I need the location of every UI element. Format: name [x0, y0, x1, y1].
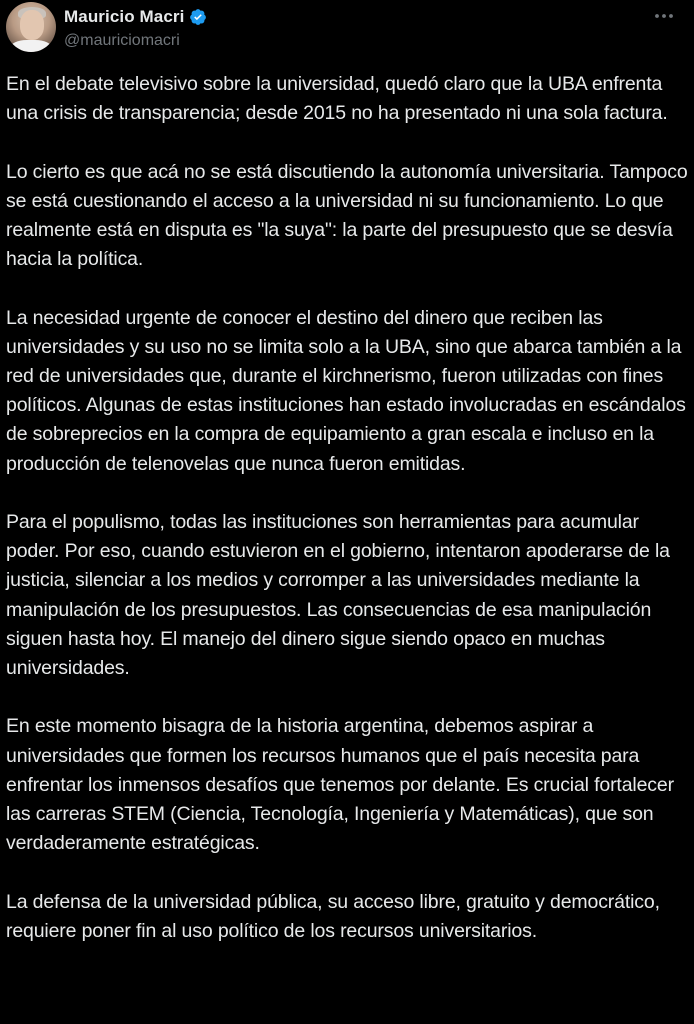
- author-name-row: [64, 7, 207, 27]
- tweet-paragraph: Para el populismo, todas las instituciones son herramientas para acumular poder. Por eso, cuando estuvieron en el gobierno, intentaron apoderarse de la justicia, silenciar a los medios y corromper a las universidades mediante la manipulación de los presupuestos. Las consecuencias de esa manipulación siguen hasta hoy. El manejo del dinero sigue siendo opaco en muchas universidades.: [6, 511, 670, 680]
- tweet-paragraph: En este momento bisagra de la historia argentina, debemos aspirar a universidades que formen los recursos humanos que el país necesita para enfrentar los inmensos desafíos que tenemos por delante. Es crucial fortalecer las carreras STEM (Ciencia, Tecnología, Ingeniería y Matemáticas), que son verdaderamente estratégicas.: [6, 715, 674, 855]
- avatar-face: [20, 10, 44, 40]
- tweet-text: [6, 70, 690, 975]
- tweet-paragraph: En el debate televisivo sobre la universidad, quedó claro que la UBA enfrenta una crisis de transparencia; desde 2015 no ha presentado ni una sola factura.: [6, 73, 668, 125]
- tweet-paragraph: Lo cierto es que acá no se está discutiendo la autonomía universitaria. Tampoco se está cuestionando el acceso a la universidad ni su funcionamiento. Lo que realmente está en disputa es "la suya": la parte del presupuesto que se desvía hacia la política.: [6, 160, 688, 271]
- verified-badge-icon: [189, 8, 207, 26]
- avatar[interactable]: [6, 2, 56, 52]
- tweet-header: [6, 2, 688, 58]
- tweet-paragraph: La defensa de la universidad pública, su acceso libre, gratuito y democrático, requiere poner fin al uso político de los recursos universitarios.: [6, 890, 660, 942]
- more-horizontal-icon[interactable]: [652, 6, 676, 26]
- author-handle[interactable]: @mauriciomacri: [64, 32, 180, 49]
- avatar-shirt: [10, 40, 52, 52]
- tweet-paragraph: La necesidad urgente de conocer el destino del dinero que reciben las universidades y su uso no se limita solo a la UBA, sino que abarca también a la red de universidades que, durante el kirchnerismo, fueron utilizadas con fines políticos. Algunas de estas instituciones han estado involucradas en escándalos de sobreprecios en la compra de equipamiento a gran escala e incluso en la producción de telenovelas que nunca fueron emitidas.: [6, 306, 686, 475]
- author-display-name[interactable]: Mauricio Macri: [64, 7, 185, 26]
